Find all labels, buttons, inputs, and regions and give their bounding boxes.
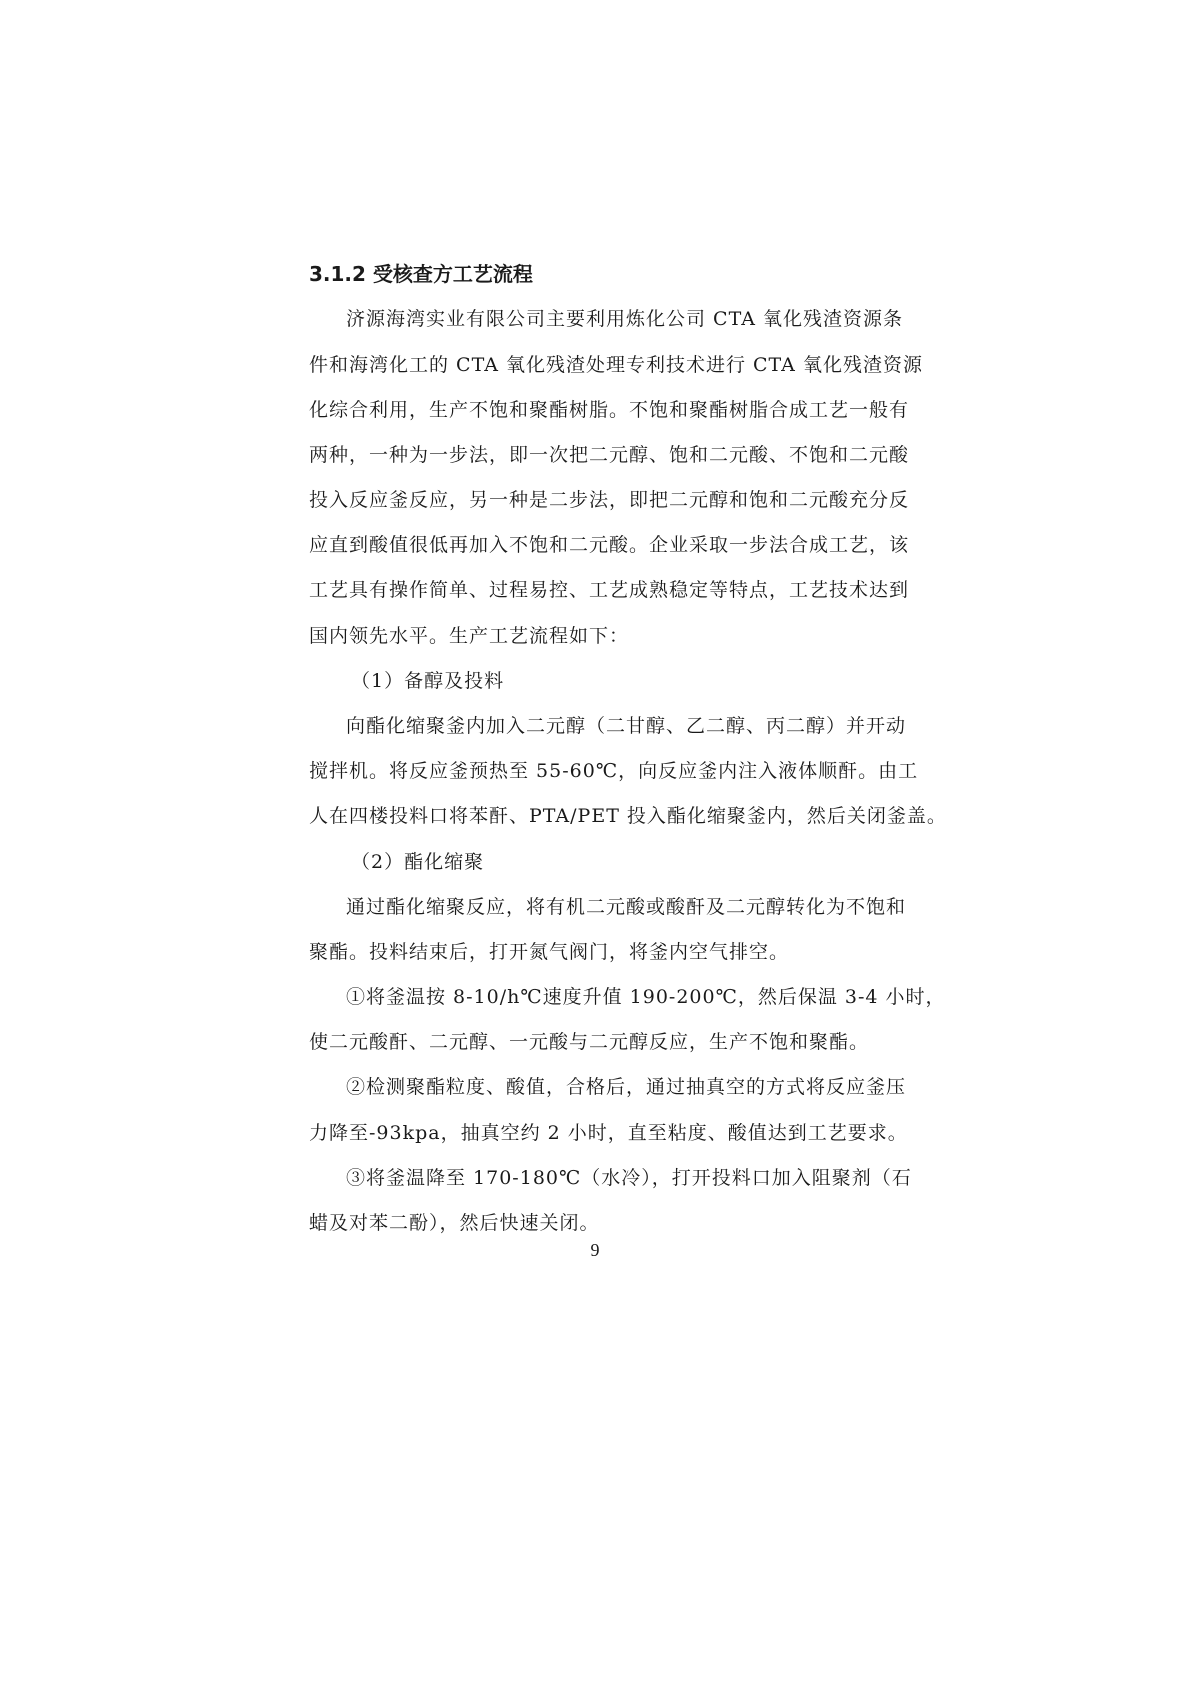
body-line: 搅拌机。将反应釜预热至 55-60℃，向反应釜内注入液体顺酐。由工 (309, 760, 919, 782)
body-line: 工艺具有操作简单、过程易控、工艺成熟稳定等特点，工艺技术达到 (309, 579, 910, 601)
body-line: 通过酯化缩聚反应，将有机二元酸或酸酐及二元醇转化为不饱和 (346, 896, 907, 918)
body-line: 蜡及对苯二酚），然后快速关闭。 (309, 1212, 600, 1234)
body-line: 两种，一种为一步法，即一次把二元醇、饱和二元酸、不饱和二元酸 (309, 444, 910, 466)
page-number: 9 (590, 1240, 600, 1260)
subsection-heading: （2）酯化缩聚 (351, 851, 485, 873)
body-line: 使二元酸酐、二元醇、一元酸与二元醇反应，生产不饱和聚酯。 (309, 1031, 870, 1053)
subsection-heading: （1）备醇及投料 (351, 670, 505, 692)
body-line: 投入反应釜反应，另一种是二步法，即把二元醇和饱和二元酸充分反 (309, 489, 910, 511)
body-line: 向酯化缩聚釜内加入二元醇（二甘醇、乙二醇、丙二醇）并开动 (346, 715, 907, 737)
body-line: ②检测聚酯粒度、酸值，合格后，通过抽真空的方式将反应釜压 (346, 1076, 907, 1098)
body-line: 国内领先水平。生产工艺流程如下： (309, 625, 630, 647)
body-line: ①将釜温按 8-10/h℃速度升值 190-200℃，然后保温 3-4 小时， (346, 986, 946, 1008)
body-line: 济源海湾实业有限公司主要利用炼化公司 CTA 氧化残渣资源条 (346, 308, 903, 330)
body-line: 化综合利用，生产不饱和聚酯树脂。不饱和聚酯树脂合成工艺一般有 (309, 399, 910, 421)
body-line: 人在四楼投料口将苯酐、PTA/PET 投入酯化缩聚釜内，然后关闭釜盖。 (309, 805, 947, 827)
body-line: 应直到酸值很低再加入不饱和二元酸。企业采取一步法合成工艺，该 (309, 534, 910, 556)
section-heading: 3.1.2 受核查方工艺流程 (309, 262, 533, 286)
body-line: 件和海湾化工的 CTA 氧化残渣处理专利技术进行 CTA 氧化残渣资源 (309, 354, 923, 376)
body-line: ③将釜温降至 170-180℃（水冷），打开投料口加入阻聚剂（石 (346, 1167, 912, 1189)
body-line: 聚酯。投料结束后，打开氮气阀门，将釜内空气排空。 (309, 941, 790, 963)
body-line: 力降至-93kpa，抽真空约 2 小时，直至粘度、酸值达到工艺要求。 (309, 1122, 908, 1144)
